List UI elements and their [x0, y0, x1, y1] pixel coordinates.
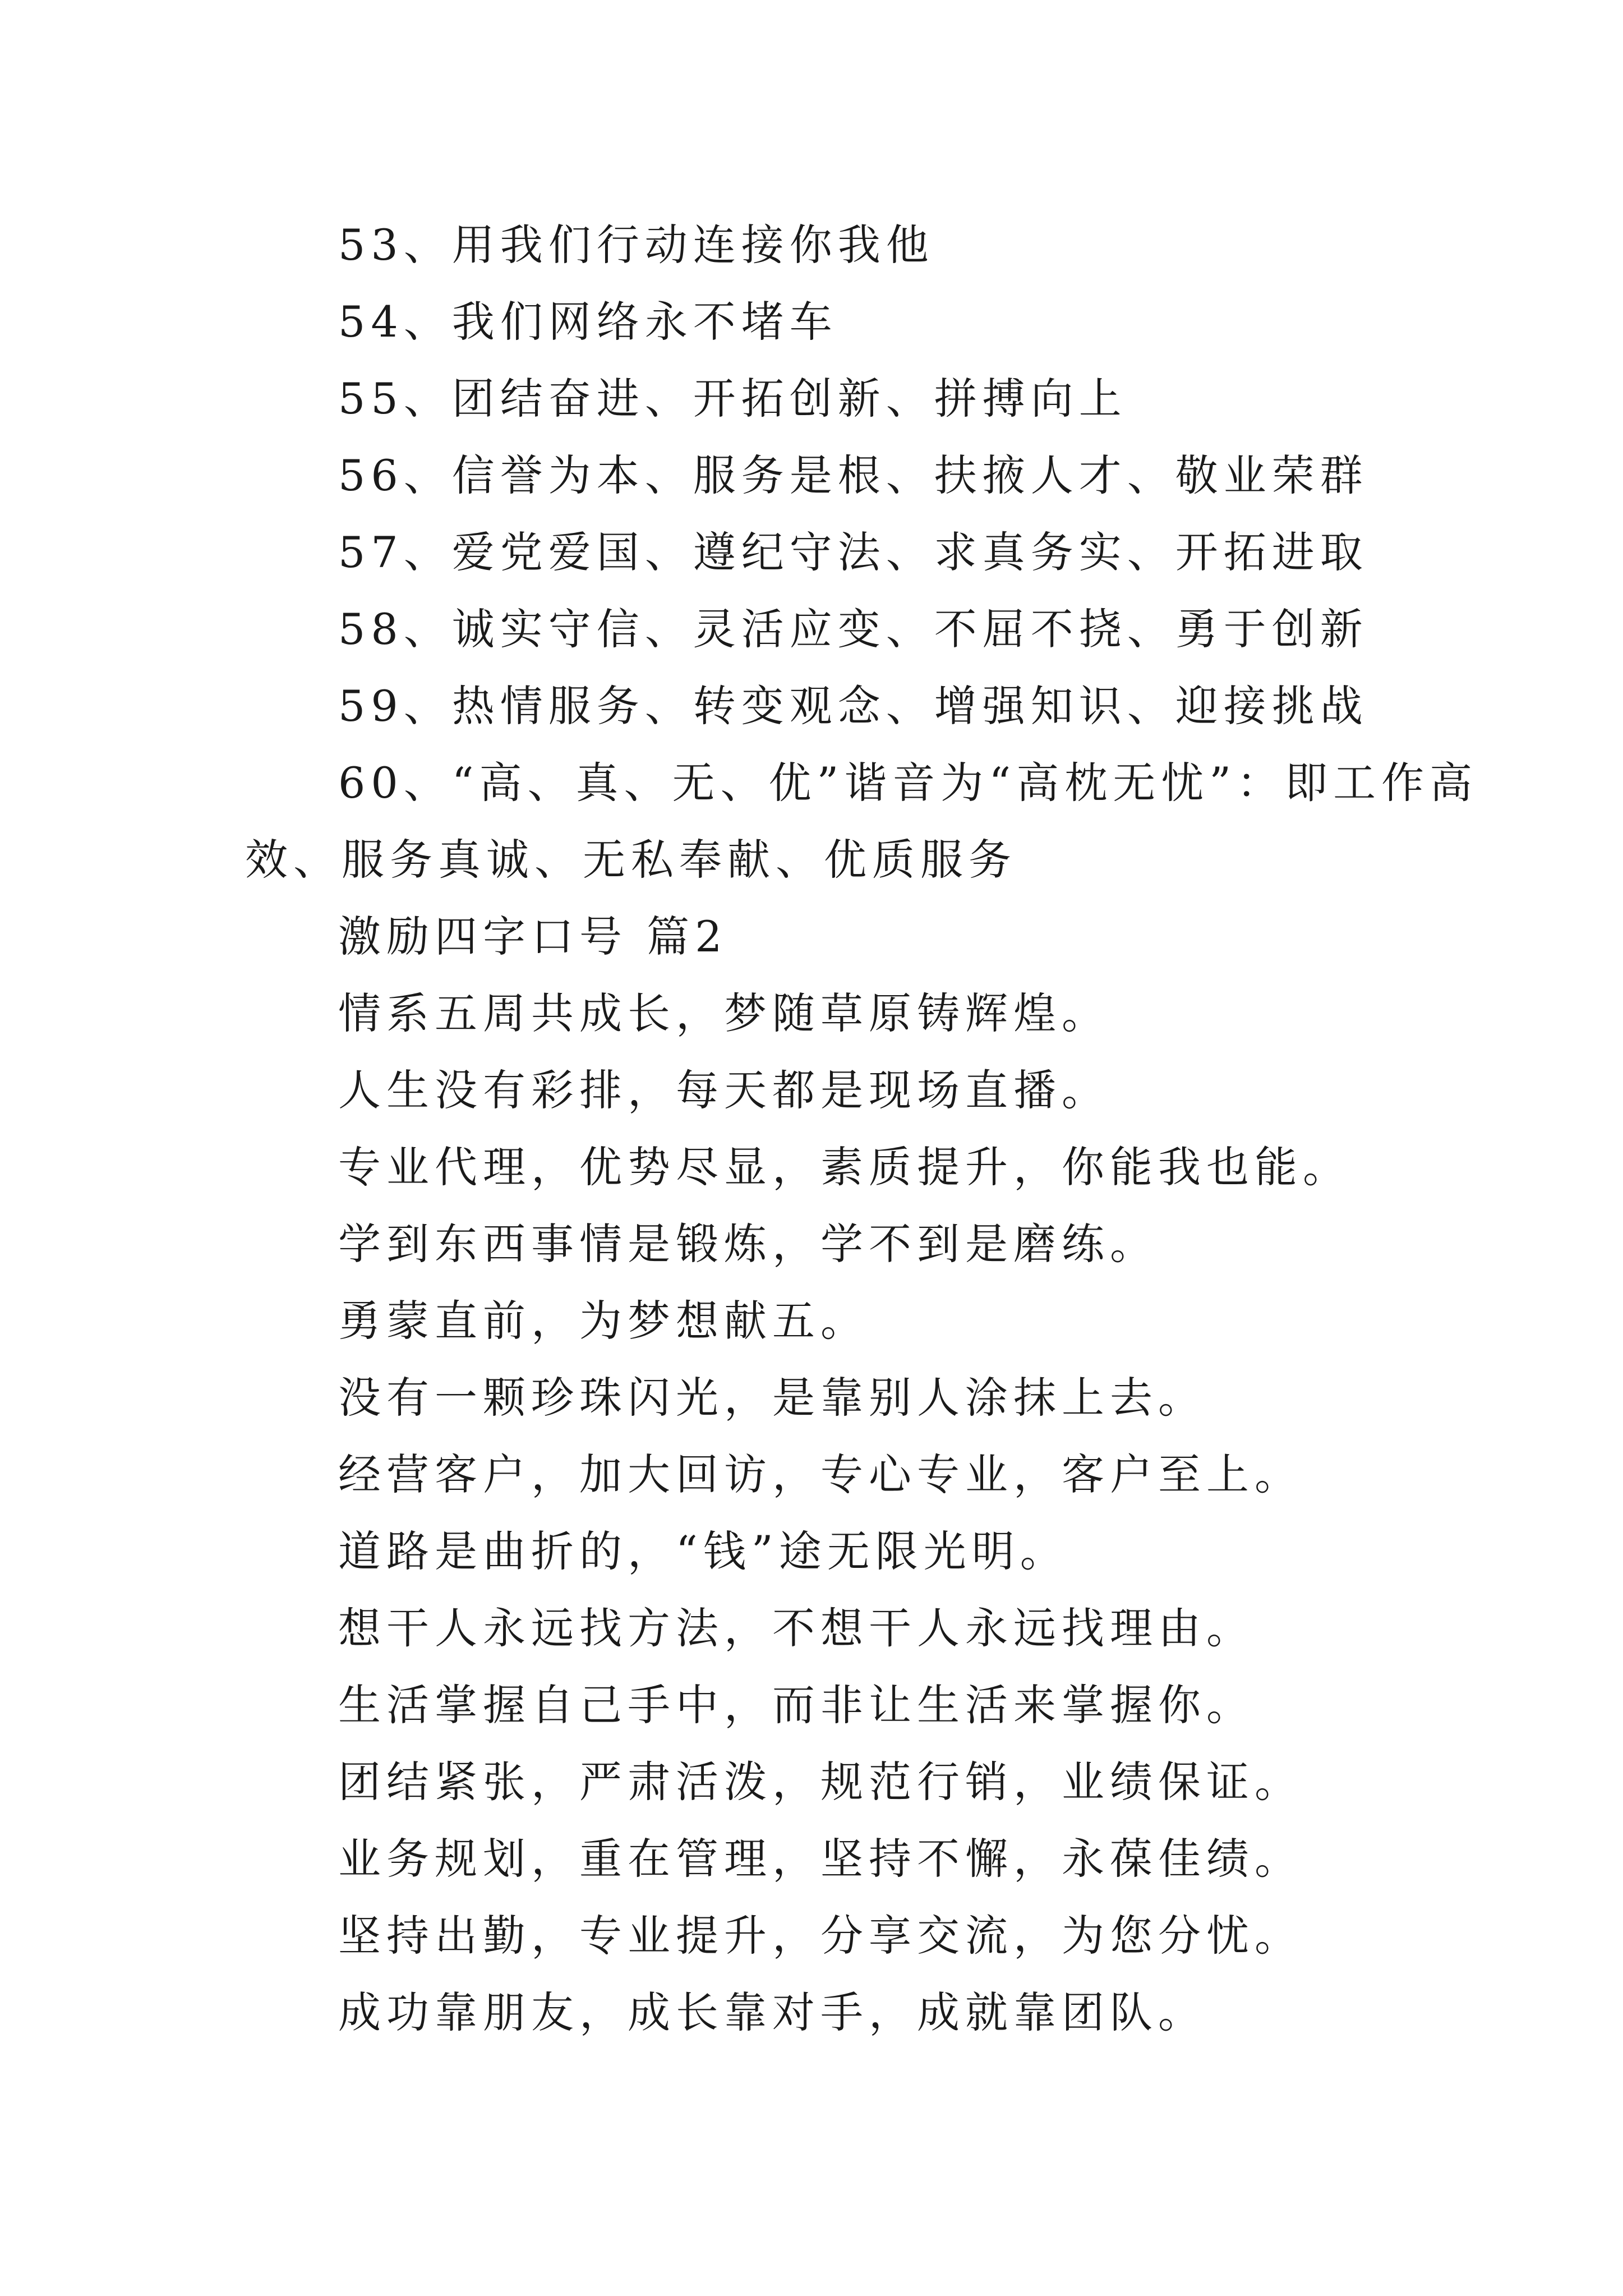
slogan-line: 53、用我们行动连接你我他	[338, 220, 934, 270]
slogan-line: 情系五周共成长，梦随草原铸辉煌。	[338, 988, 1110, 1038]
slogan-line: 生活掌握自己手中，而非让生活来掌握你。	[338, 1680, 1255, 1730]
slogan-line: 道路是曲折的，“钱”途无限光明。	[338, 1526, 1068, 1576]
slogan-line: 坚持出勤，专业提升，分享交流，为您分忧。	[338, 1911, 1303, 1961]
slogan-line: 58、诚实守信、灵活应变、不屈不挠、勇于创新	[338, 604, 1368, 654]
section-title: 激励四字口号 篇2	[338, 912, 728, 961]
slogan-line: 成功靠朋友，成长靠对手，成就靠团队。	[338, 1987, 1206, 2037]
document-body	[245, 206, 1478, 2051]
slogan-line: 经营客户，加大回访，专心专业，客户至上。	[338, 1450, 1303, 1499]
slogan-line: 团结紧张，严肃活泼，规范行销，业绩保证。	[338, 1757, 1303, 1807]
slogan-line: 56、信誉为本、服务是根、扶掖人才、敬业荣群	[338, 450, 1368, 500]
slogan-line: 54、我们网络永不堵车	[338, 297, 838, 347]
slogan-line: 59、热情服务、转变观念、增强知识、迎接挑战	[338, 681, 1368, 731]
slogan-line: 57、爱党爱国、遵纪守法、求真务实、开拓进取	[338, 527, 1368, 577]
slogan-line: 勇蒙直前，为梦想献五。	[338, 1296, 869, 1346]
slogan-line: 没有一颗珍珠闪光，是靠别人涂抹上去。	[338, 1373, 1206, 1423]
slogan-line: 60、“高、真、无、优”谐音为“高枕无忧”：即工作高	[338, 758, 1478, 808]
slogan-line: 55、团结奋进、开拓创新、拼搏向上	[338, 374, 1127, 424]
slogan-line: 专业代理，优势尽显，素质提升，你能我也能。	[338, 1142, 1351, 1192]
slogan-line: 学到东西事情是锻炼，学不到是磨练。	[338, 1219, 1158, 1269]
slogan-line: 业务规划，重在管理，坚持不懈，永葆佳绩。	[338, 1834, 1303, 1884]
slogan-line: 想干人永远找方法，不想干人永远找理由。	[338, 1603, 1255, 1653]
slogan-line-continuation: 效、服务真诚、无私奉献、优质服务	[245, 835, 1017, 885]
slogan-line: 人生没有彩排，每天都是现场直播。	[338, 1065, 1110, 1115]
